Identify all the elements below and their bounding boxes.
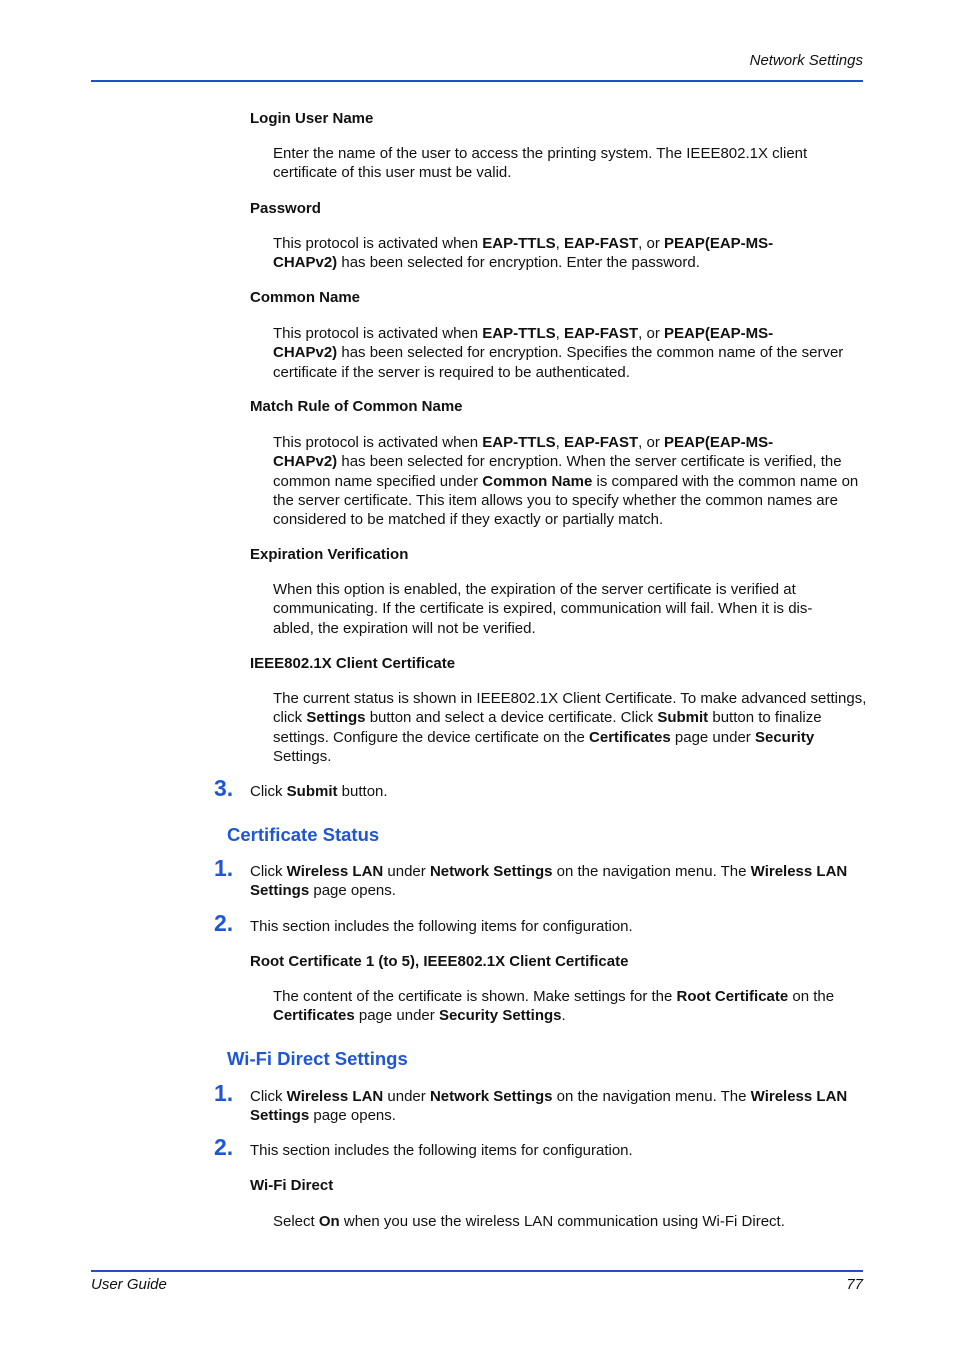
term-wifi-direct: Wi-Fi Direct xyxy=(250,1177,334,1194)
footer-doc-title: User Guide xyxy=(91,1276,167,1293)
step-text: This section includes the following items for configuration. xyxy=(250,918,633,935)
desc-client-certificate: The current status is shown in IEEE802.1X Client Certificate. To make advanced settings, click Settings button and select a device certificate. Click Submit button to finalize settings. Configure the device certificate on the Certificates page under Security Settings. xyxy=(273,690,867,765)
term-common-name: Common Name xyxy=(250,289,361,306)
step-number: 1. xyxy=(214,1080,234,1106)
desc-login-user-name: Enter the name of the user to access the printing system. The IEEE802.1X client certificate of this user must be valid. xyxy=(273,145,808,182)
step-text: Click Submit button. xyxy=(250,783,388,800)
section-heading-wifi-direct: Wi-Fi Direct Settings xyxy=(227,1048,408,1069)
desc-expiration-verification: When this option is enabled, the expiration of the server certificate is verified at communicating. If the certificate is expired, communication will fail. When it is dis- abled, the expiration will not be verified. xyxy=(273,581,813,637)
term-login-user-name: Login User Name xyxy=(250,110,374,127)
step-text: Click Wireless LAN under Network Settings on the navigation menu. The Wireless LAN Settings page opens. xyxy=(250,863,848,900)
desc-match-rule: This protocol is activated when EAP-TTLS, EAP-FAST, or PEAP(EAP-MS- CHAPv2) has been selected for encryption. When the server certificate is verified, the common name specified under Common Name is compared with the common name on the server certificate. This item allows you to specify whether the common names are considered to be matched if they exactly or partially match. xyxy=(273,434,859,529)
desc-password: This protocol is activated when EAP-TTLS, EAP-FAST, or PEAP(EAP-MS- CHAPv2) has been selected for encryption. Enter the password. xyxy=(273,235,774,272)
step-text: This section includes the following items for configuration. xyxy=(250,1142,633,1159)
desc-common-name: This protocol is activated when EAP-TTLS, EAP-FAST, or PEAP(EAP-MS- CHAPv2) has been selected for encryption. Specifies the common name of the server certificate if the server is required to be authenticated. xyxy=(273,325,844,381)
header-rule xyxy=(91,80,863,82)
desc-wifi-direct: Select On when you use the wireless LAN communication using Wi-Fi Direct. xyxy=(273,1213,785,1230)
step-number: 3. xyxy=(214,775,234,801)
term-password: Password xyxy=(250,200,321,217)
page-number: 77 xyxy=(846,1276,863,1293)
running-header: Network Settings xyxy=(749,52,863,69)
step-number: 1. xyxy=(214,855,234,881)
step-number: 2. xyxy=(214,910,234,936)
term-root-certificate: Root Certificate 1 (to 5), IEEE802.1X Client Certificate xyxy=(250,953,629,970)
term-client-certificate: IEEE802.1X Client Certificate xyxy=(250,655,456,672)
footer-rule xyxy=(91,1270,863,1272)
desc-root-certificate: The content of the certificate is shown. Make settings for the Root Certificate on the Certificates page under Security Settings. xyxy=(273,988,835,1025)
section-heading-certificate-status: Certificate Status xyxy=(227,824,380,845)
term-expiration-verification: Expiration Verification xyxy=(250,546,409,563)
step-text: Click Wireless LAN under Network Settings on the navigation menu. The Wireless LAN Settings page opens. xyxy=(250,1088,848,1125)
term-match-rule: Match Rule of Common Name xyxy=(250,398,463,415)
step-number: 2. xyxy=(214,1134,234,1160)
